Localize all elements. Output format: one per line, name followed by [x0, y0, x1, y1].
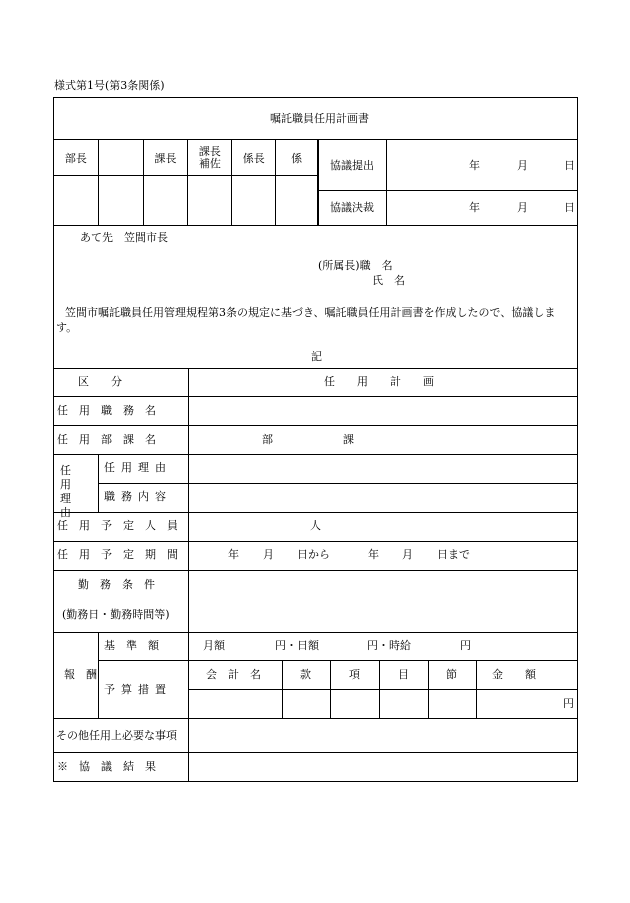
label-conditions-sub: (勤務日・勤務時間等) — [62, 608, 170, 621]
pay-yen: 円 — [460, 639, 471, 652]
budget-col-setsu: 節 — [446, 668, 457, 681]
date-day: 日 — [564, 159, 575, 172]
period-to-month: 月 — [402, 548, 413, 561]
label-pay: 報 酬 — [64, 668, 97, 681]
budget-col-kan: 款 — [300, 668, 311, 681]
stamp-cell[interactable] — [232, 176, 276, 226]
stamp-cell[interactable] — [276, 176, 318, 226]
pay-monthly: 月額 — [203, 639, 225, 652]
approval-stamp-grid — [53, 139, 318, 226]
pay-daily: 円・日額 — [275, 639, 319, 652]
label-job-title: 任 用 職 務 名 — [57, 404, 156, 417]
label-reason: 任用理由 — [104, 461, 172, 474]
sender-name: 氏 名 — [372, 274, 405, 287]
budget-col-account: 会 計 名 — [206, 668, 261, 681]
header-kakaricho: 係長 — [232, 140, 276, 176]
form-number: 様式第1号(第3条関係) — [54, 79, 165, 92]
label-result: ※ 協 議 結 果 — [57, 760, 156, 773]
header-kakari: 係 — [276, 140, 318, 176]
stamp-cell[interactable] — [98, 176, 143, 226]
date-year: 年 — [469, 201, 480, 214]
label-plan: 任 用 計 画 — [324, 375, 434, 388]
ki-mark: 記 — [311, 350, 322, 363]
label-conditions: 勤 務 条 件 — [78, 578, 155, 591]
budget-col-moku: 目 — [398, 668, 409, 681]
date-day: 日 — [564, 201, 575, 214]
period-to-year: 年 — [368, 548, 379, 561]
date-year: 年 — [469, 159, 480, 172]
decision-label: 協議決裁 — [330, 201, 374, 214]
result-field[interactable] — [189, 753, 577, 781]
period-from-day: 日から — [297, 548, 330, 561]
label-base-amount: 基 準 額 — [104, 639, 159, 652]
header-kacho-hosa: 課長補佐 — [188, 140, 232, 176]
label-headcount: 任 用 予 定 人 員 — [57, 519, 178, 532]
form-title: 嘱託職員任用計画書 — [270, 112, 369, 125]
submission-label: 協議提出 — [330, 159, 374, 172]
budget-col-amount: 金 額 — [492, 668, 536, 681]
sender-post: (所属長)職 名 — [318, 259, 393, 272]
label-duties: 職務内容 — [104, 490, 172, 503]
stamp-cell[interactable] — [188, 176, 232, 226]
label-reason-group: 任用理由 — [60, 464, 76, 519]
label-period: 任 用 予 定 期 間 — [57, 548, 178, 561]
job-title-field[interactable] — [189, 397, 577, 424]
dept-ka: 課 — [343, 433, 354, 446]
budget-col-kou: 項 — [349, 668, 360, 681]
other-field[interactable] — [189, 719, 577, 751]
period-to-day: 日まで — [437, 548, 470, 561]
conditions-field[interactable] — [189, 571, 577, 631]
body-text: 笠間市嘱託職員任用管理規程第3条の規定に基づき、嘱託職員任用計画書を作成したので、協議します。 — [56, 306, 556, 334]
date-month: 月 — [517, 201, 528, 214]
label-category: 区 分 — [78, 375, 122, 388]
duties-field[interactable] — [189, 484, 577, 511]
period-from-month: 月 — [263, 548, 274, 561]
date-month: 月 — [517, 159, 528, 172]
headcount-unit: 人 — [310, 519, 321, 532]
header-blank — [98, 140, 143, 176]
label-budget: 予算措置 — [104, 683, 172, 696]
label-other: その他任用上必要な事項 — [56, 729, 177, 742]
reason-field[interactable] — [189, 455, 577, 482]
header-bucho: 部長 — [54, 140, 99, 176]
label-dept: 任 用 部 課 名 — [57, 433, 156, 446]
stamp-cell[interactable] — [143, 176, 188, 226]
stamp-cell[interactable] — [54, 176, 99, 226]
dept-bu: 部 — [262, 433, 273, 446]
header-kacho: 課長 — [143, 140, 188, 176]
pay-hourly: 円・時給 — [367, 639, 411, 652]
period-from-year: 年 — [228, 548, 239, 561]
budget-yen: 円 — [563, 697, 574, 710]
addressee: あて先 笠間市長 — [80, 231, 168, 244]
